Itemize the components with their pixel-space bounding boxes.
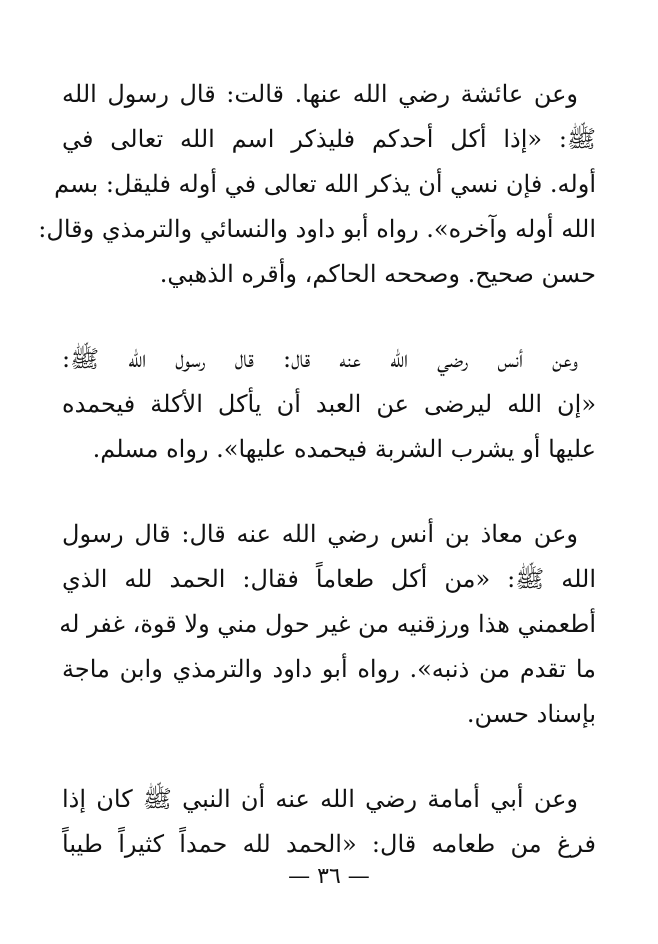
- text-line: بإسناد حسن.: [466, 700, 596, 728]
- text-line: وعن معاذ بن أنس رضي الله عنه قال: قال رسول: [62, 520, 578, 548]
- text-line: «إن الله ليرضى عن العبد أن يأكل الأكلة فيحمده: [62, 390, 596, 418]
- text-line: أوله. فإن نسي أن يذكر الله تعالى في أوله فليقل: بسم: [54, 170, 596, 198]
- page-number: — ٣٦ —: [288, 864, 370, 889]
- text-line: الله ﷺ: «من أكل طعاماً فقال: الحمد لله الذي: [62, 565, 596, 593]
- text-line: فرغ من طعامه قال: «الحمد لله حمداً كثيراً طيباً: [62, 830, 596, 858]
- text-line: وعن أنس رضي الله عنه قال: قال رسول الله ﷺ:: [62, 345, 578, 373]
- paragraph-anas: [62, 337, 596, 472]
- text-line: وعن أبي أمامة رضي الله عنه أن النبي ﷺ كان إذا: [62, 785, 578, 813]
- text-line: ﷺ: «إذا أكل أحدكم فليذكر اسم الله تعالى في: [62, 125, 596, 153]
- paragraph-abu-umama: [62, 777, 596, 867]
- text-line: الله أوله وآخره». رواه أبو داود والنسائي والترمذي وقال:: [38, 215, 596, 243]
- text-line: وعن عائشة رضي الله عنها. قالت: قال رسول الله: [62, 80, 578, 108]
- paragraph-muadh: [59, 512, 596, 737]
- text-line: ما تقدم من ذنبه». رواه أبو داود والترمذي وابن ماجة: [62, 655, 596, 683]
- text-line: عليها أو يشرب الشربة فيحمده عليها». رواه مسلم.: [92, 435, 596, 463]
- page-body: [38, 72, 596, 907]
- text-line: حسن صحيح. وصححه الحاكم، وأقره الذهبي.: [159, 260, 596, 288]
- paragraph-aisha: [38, 72, 596, 297]
- text-line: أطعمني هذا ورزقنيه من غير حول مني ولا قوة، غفر له: [59, 610, 596, 638]
